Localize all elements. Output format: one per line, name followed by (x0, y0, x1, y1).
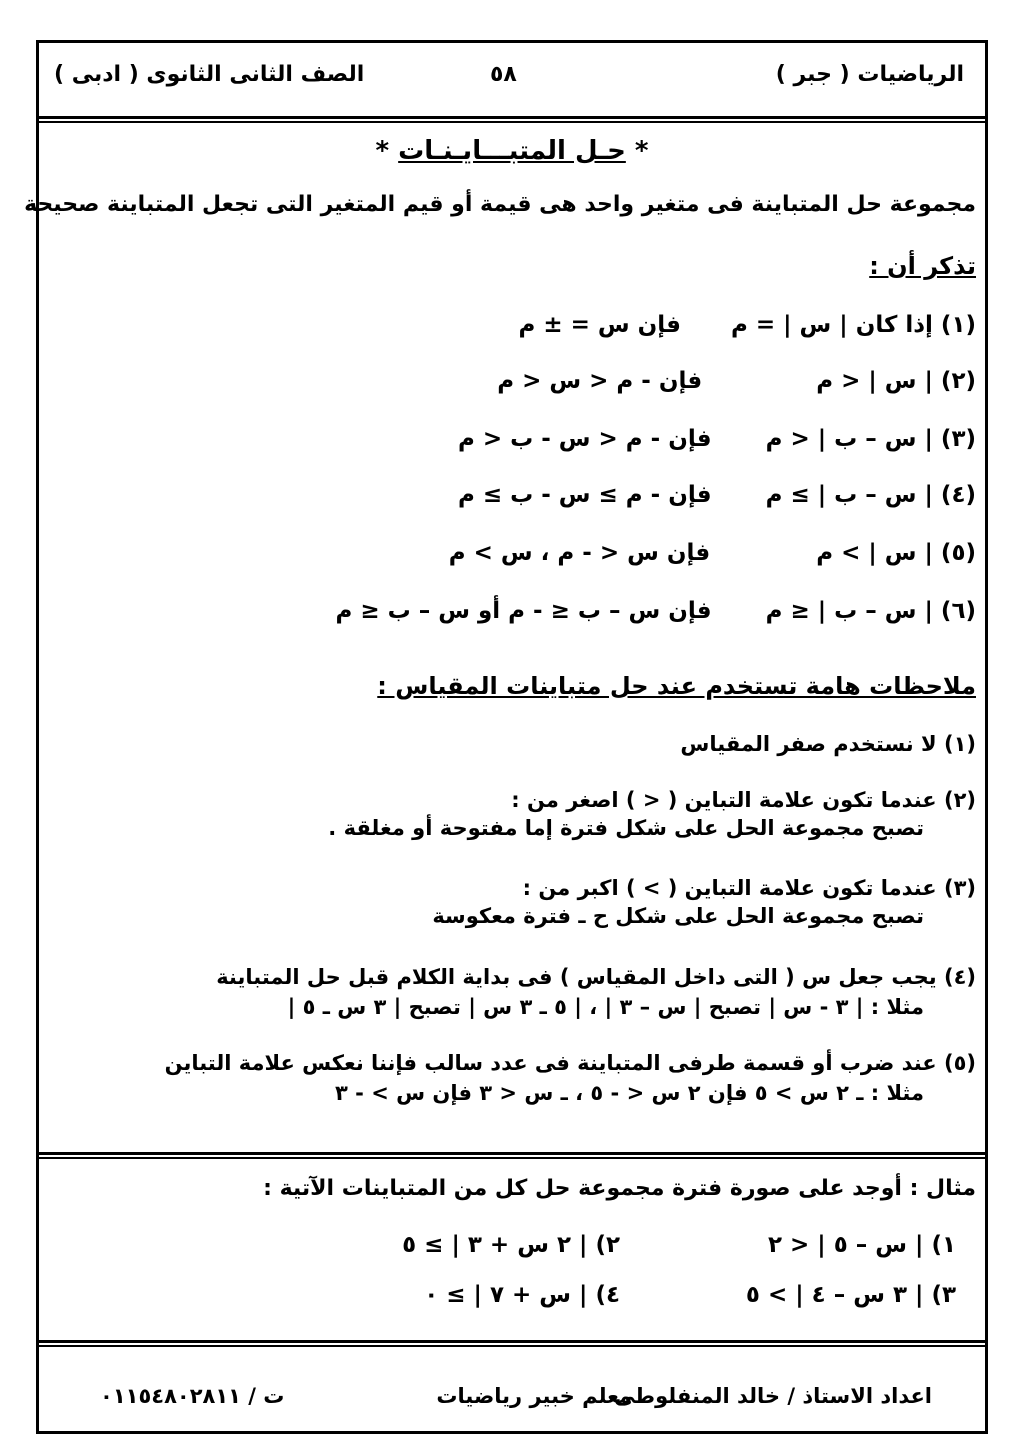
rule-result: فإن - م ≥ س - ب ≥ م (457, 482, 712, 508)
example-item (424, 1282, 620, 1308)
title-star: * (634, 136, 649, 166)
note-line: (١) لا نستخدم صفر المقياس (680, 732, 976, 756)
example-number: ٣) (931, 1282, 956, 1308)
footer-role: معلم خبير رياضيات (436, 1384, 632, 1408)
header-subject: الرياضيات ( جبر ) (775, 62, 964, 87)
example-item (768, 1232, 956, 1258)
note-line: مثلا : | ٣ - س | تصبح | س – ٣ | ، | ٥ ـ ٣ س | تصبح | ٣ س ـ ٥ | (287, 995, 924, 1019)
rule-result: فإن س – ب ≤ - م أو س – ب ≤ م (335, 598, 712, 624)
footer-divider (39, 1340, 985, 1343)
rule-condition: (٦) | س – ب | ≤ م (765, 598, 976, 624)
page-title (0, 136, 1024, 166)
header-divider (39, 116, 985, 119)
rule-item (497, 368, 976, 394)
note-line: تصبح مجموعة الحل على شكل فترة إما مفتوحة أو مغلقة . (328, 816, 924, 840)
example-item (402, 1232, 620, 1258)
rule-result: فإن س = ± م (518, 312, 681, 338)
header-page-number: ٥٨ (490, 62, 517, 87)
rule-condition: (٤) | س – ب | ≥ م (765, 482, 976, 508)
rule-result: فإن س < - م ، س > م (448, 540, 711, 566)
title-text: حـل المتبـــايـنـات (398, 136, 626, 166)
rule-item (458, 482, 976, 508)
section-divider-thin (39, 1157, 985, 1159)
note-line: (٢) عندما تكون علامة التباين ( < ) اصغر من : (511, 788, 976, 812)
note-item (432, 874, 976, 930)
example-item (746, 1282, 956, 1308)
remember-heading: تذكر أن : (869, 252, 976, 280)
example-heading: مثال : أوجد على صورة فترة مجموعة حل كل من المتباينات الآتية : (263, 1176, 976, 1201)
footer-divider-thin (39, 1345, 985, 1347)
footer-phone: ت / ٠١١٥٤٨٠٢٨١١ (100, 1384, 285, 1408)
notes-heading: ملاحظات هامة تستخدم عند حل متباينات المقياس : (377, 672, 976, 700)
header-divider-thin (39, 121, 985, 123)
section-divider (39, 1152, 985, 1155)
example-expression: | س + ٧ | ≥ ٠ (424, 1282, 588, 1308)
note-item (680, 732, 976, 756)
note-item (328, 786, 976, 842)
rule-item (335, 598, 976, 624)
note-line: مثلا : ـ ٢ س > ٥ فإن ٢ س < - ٥ ، ـ س < ٣ فإن س > - ٣ (335, 1081, 924, 1105)
example-expression: | س – ٥ | < ٢ (767, 1232, 924, 1258)
note-item (216, 962, 976, 1022)
header-grade: الصف الثانى الثانوى ( ادبى ) (54, 62, 365, 87)
title-star: * (375, 136, 390, 166)
rule-condition: (٥) | س | > م (816, 540, 976, 566)
rule-result: فإن - م < س < م (497, 368, 703, 394)
note-item (165, 1048, 976, 1108)
rule-condition: (٢) | س | < م (816, 368, 976, 394)
example-expression: | ٣ س – ٤ | > ٥ (745, 1282, 924, 1308)
note-line: (٤) يجب جعل س ( التى داخل المقياس ) فى بداية الكلام قبل حل المتباينة (216, 965, 976, 989)
note-line: (٥) عند ضرب أو قسمة طرفى المتباينة فى عدد سالب فإننا نعكس علامة التباين (164, 1051, 976, 1075)
example-number: ٤) (595, 1282, 620, 1308)
definition-text: مجموعة حل المتباينة فى متغير واحد هى قيمة أو قيم المتغير التى تجعل المتباينة صحيحة (24, 192, 976, 217)
example-number: ١) (931, 1232, 956, 1258)
rule-condition: (١) إذا كان | س | = م (730, 312, 976, 338)
footer-author: اعداد الاستاذ / خالد المنفلوطى (614, 1384, 932, 1408)
rule-item (449, 540, 976, 566)
note-line: تصبح مجموعة الحل على شكل ح ـ فترة معكوسة (432, 904, 924, 928)
rule-item (458, 426, 976, 452)
example-expression: | ٢ س + ٣ | ≥ ٥ (402, 1232, 588, 1258)
rule-condition: (٣) | س – ب | < م (765, 426, 976, 452)
rule-result: فإن - م < س - ب < م (457, 426, 712, 452)
example-number: ٢) (595, 1232, 620, 1258)
rule-item (518, 312, 976, 338)
note-line: (٣) عندما تكون علامة التباين ( > ) اكبر من : (522, 876, 976, 900)
